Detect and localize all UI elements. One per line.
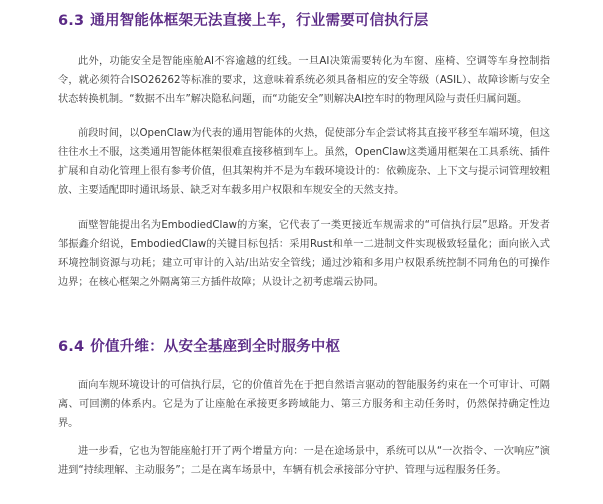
paragraph: 面向车规环境设计的可信执行层，它的价值首先在于把自然语言驱动的智能服务约束在一个可审计、可隔离、可回溯的体系内。它是为了让座舱在承接更多跨域能力、第三方服务和主动任务时，仍然保持确定性边界。 [58,380,550,429]
paragraph: 前段时间，以OpenClaw为代表的通用智能体的火热，促使部分车企尝试将其直接平移至车端环境，但这往往水土不服，这类通用智能体框架很难直接移植到车上。虽然，OpenClaw这类通用框架在工具系统、插件扩展和自动化管理上很有参考价值，但其架构并不是为车载环境设计的：依赖庞杂、上下文与提示词管理较粗放、主要适配即时通讯场景、缺乏对车载多用户权限和车规安全的天然支持。 [58,128,550,196]
section-title: 通用智能体框架无法直接上车，行业需要可信执行层 [90,13,429,29]
section-heading-6-4 [58,335,340,356]
paragraph: 此外，功能安全是智能座舱AI不容逾越的红线。一旦AI决策需要转化为车窗、座椅、空调等车身控制指令，就必须符合ISO26262等标准的要求，这意味着系统必须具备相应的安全等级（ASIL）、故障诊断与安全状态转换机制。“数据不出车”解决隐私问题，而“功能安全”则解决AI控车时的物理风险与责任归属问题。 [58,56,550,105]
paragraph: 进一步看，它也为智能座舱打开了两个增量方向：一是在途场景中，系统可以从“一次指令、一次响应”演进到“持续理解、主动服务”；二是在离车场景中，车辆有机会承接部分守护、管理与远程服务任务。 [58,446,550,476]
section-number: 6.3 [58,13,85,29]
section-title: 价值升维：从安全基座到全时服务中枢 [90,339,341,355]
section-heading-6-3 [58,9,428,30]
paragraph: 面壁智能提出名为EmbodiedClaw的方案，它代表了一类更接近车规需求的“可信执行层”思路。开发者邹振鑫介绍说，EmbodiedClaw的关键目标包括：采用Rust和单一二进制文件实现极致轻量化；面向嵌入式环境控制资源与功耗；建立可审计的入站/出站安全管线；通过沙箱和多用户权限系统控制不同角色的可操作边界；在核心框架之外隔离第三方插件故障；从设计之初考虑端云协同。 [58,220,550,288]
section-number: 6.4 [58,339,85,355]
